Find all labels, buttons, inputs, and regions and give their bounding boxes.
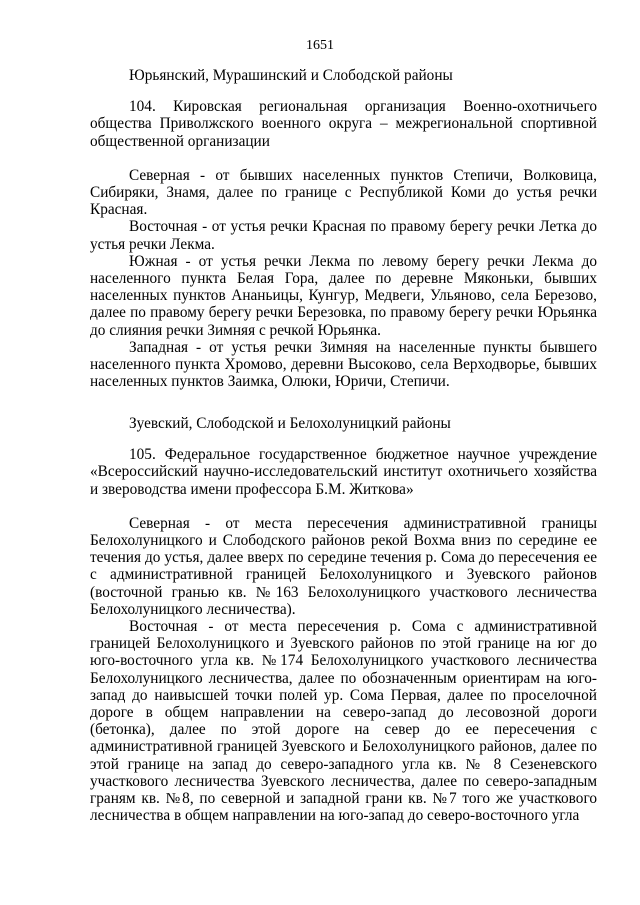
boundary-west: Западная - от устья речки Зимняя на населенные пункты бывшего населенного пункта Хромово, деревни Высоково, села Верходворье, бывших населенных пунктов Заимка, Олюки, Юричи, Степичи. [90,338,597,391]
boundary-north: Северная - от места пересечения административной границы Белохолуницкого и Слободского районов рекой Вохма вниз по середине ее течения до устья, далее вверх по середине течения р. Сома до пересечения ее с административной границей Белохолуницкого и Зуевского районов (восточной гранью кв. №163 Белохолуницкого участкового лесничества Белохолуницкого лесничества). [90,514,597,618]
boundary-east: Восточная - от устья речки Красная по правому берегу речки Летка до устья речки Лекма. [90,218,597,253]
district-heading: Зуевский, Слободской и Белохолуницкий районы [129,415,451,432]
boundary-east: Восточная - от места пересечения р. Сома с административной границей Белохолуницкого и Зуевского районов по этой границе на юг до юго-восточного угла кв. №174 Белохолуницкого участкового лесничества Белохолуницкого лесничества, далее по обозначенным ориентирам на юго-запад до наивысшей точки полей ур. Сома Первая, далее по проселочной дороге в общем направлении на северо-запад до лесовозной дороги (бетонка), далее по этой дороге на север до ее пересечения с административной границей Зуевского и Белохолуницкого районов, далее по этой границе на запад до северо-западного угла кв. № 8 Сезеневского участкового лесничества Зуевского лесничества, далее по северо-западным граням кв. №8, по северной и западной грани кв. №7 того же участкового лесничества в общем направлении на юго-запад до северо-восточного угла [90,618,597,825]
boundary-south: Южная - от устья речки Лекма по левому берегу речки Лекма до населенного пункта Белая Гора, далее по деревне Мяконьки, бывших населенных пунктов Ананьицы, Кунгур, Медвеги, Ульяново, села Березово, далее по правому берегу речки Березовка, по правому берегу речки Юрьянка до слияния речки Зимняя с речкой Юрьянка. [90,252,597,339]
district-heading: Юрьянский, Мурашинский и Слободской районы [129,67,453,84]
organization-title: 105. Федеральное государственное бюджетное научное учреждение «Всероссийский научно-исследовательский институт охотничьего хозяйства и звероводства имени профессора Б.М. Житкова» [90,446,597,498]
section-104 [90,67,597,390]
boundary-north: Северная - от бывших населенных пунктов Степичи, Волковица, Сибиряки, Знамя, далее по границе с Республикой Коми до устья речки Красная. [90,166,597,219]
organization-title: 104. Кировская региональная организация Военно-охотничьего общества Приволжского военного округа – межрегиональной спортивной общественной организации [90,98,597,150]
section-105 [90,415,597,824]
page-number: 1651 [306,38,334,53]
